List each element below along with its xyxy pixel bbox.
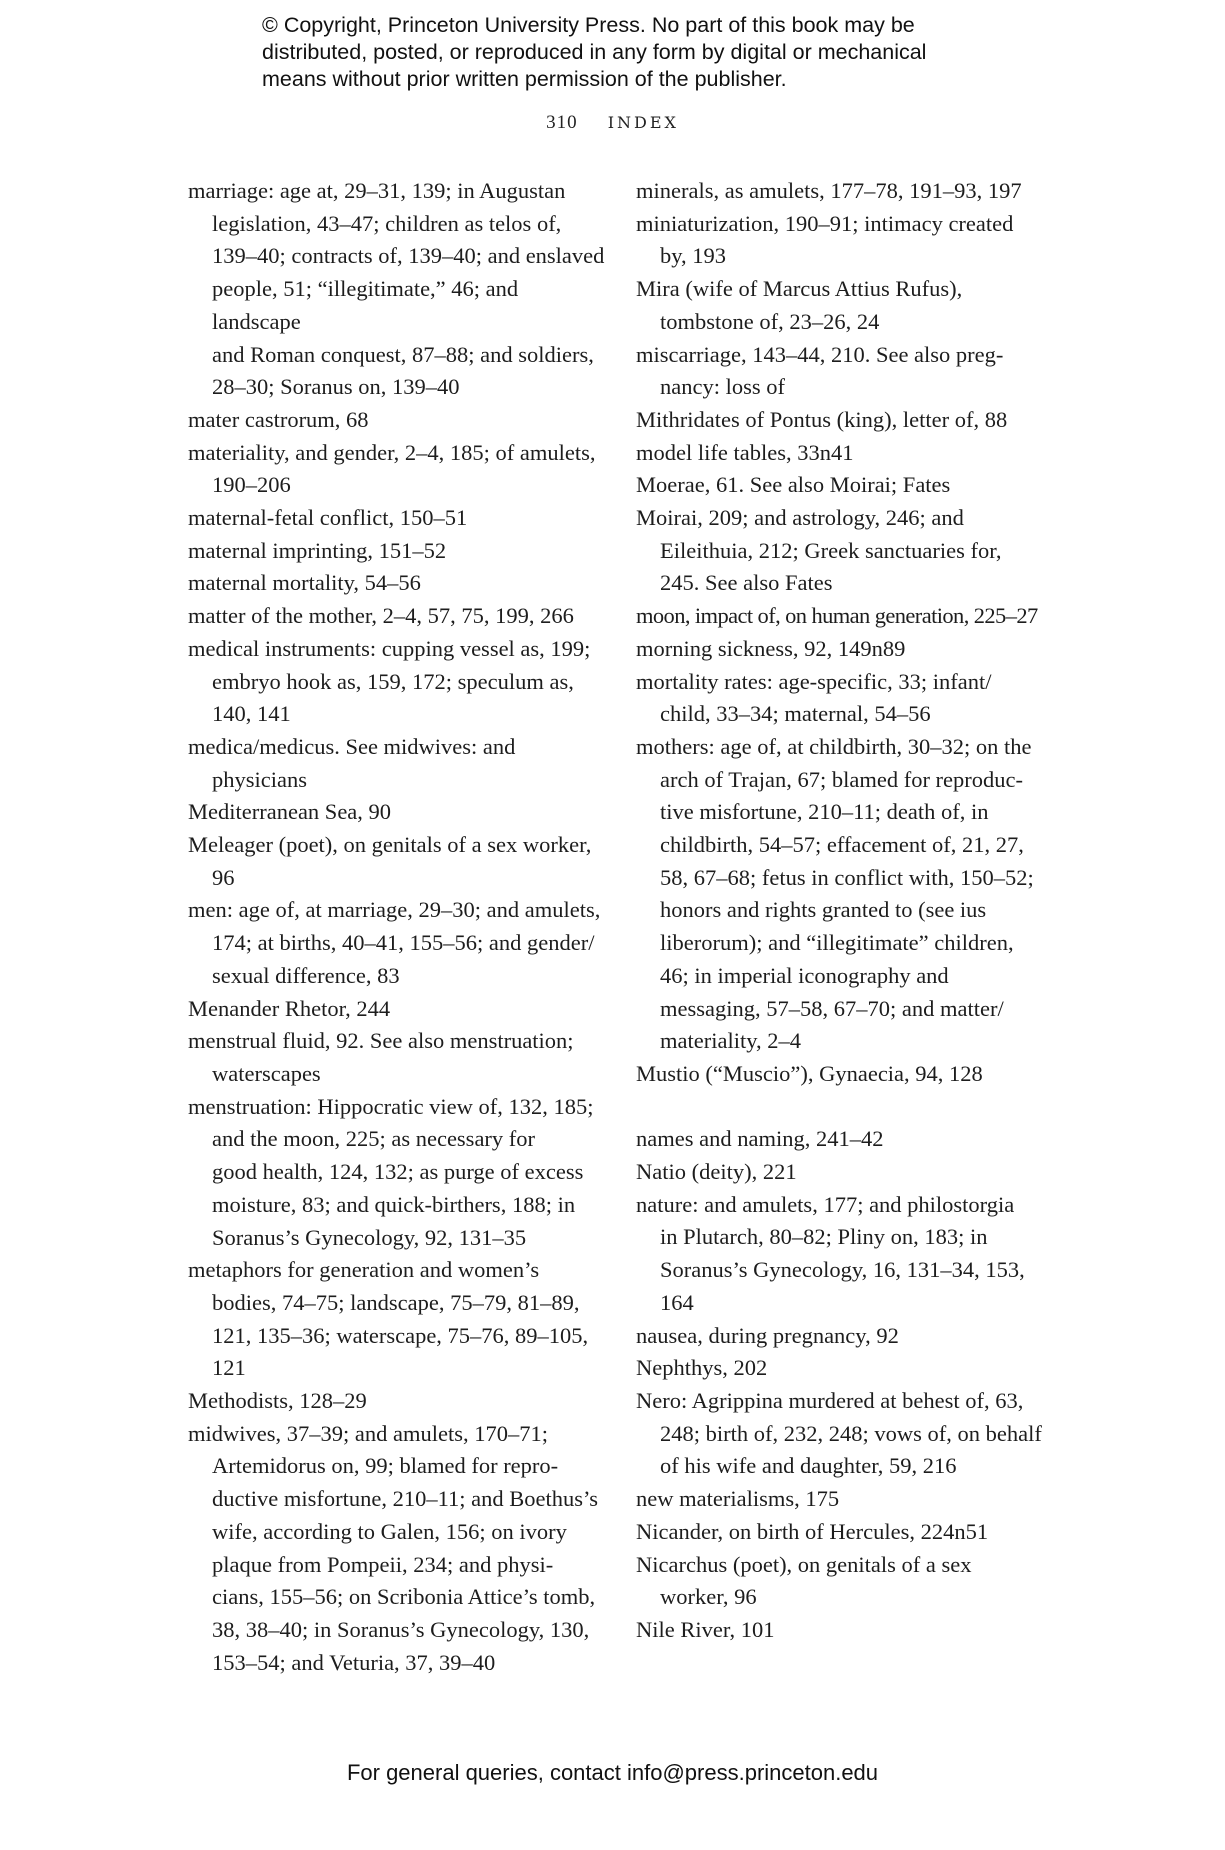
page-number: 310 <box>546 112 578 133</box>
index-entry: men: age of, at marriage, 29–30; and amulets, 174; at births, 40–41, 155–56; and gender/ sexual difference, 83 <box>188 897 601 988</box>
index-entry: Mustio (“Muscio”), Gynaecia, 94, 128 <box>636 1060 983 1086</box>
index-entry: morning sickness, 92, 149n89 <box>636 635 906 661</box>
index-entry: maternal mortality, 54–56 <box>188 570 421 596</box>
index-entry: model life tables, 33n41 <box>636 439 854 465</box>
index-column-left <box>188 175 608 1679</box>
footer-contact: For general queries, contact info@press.princeton.edu <box>346 1760 879 1785</box>
index-entry: marriage: age at, 29–31, 139; in Augustan legislation, 43–47; children as telos of, 139–40; contracts of, 139–40; and enslaved people, 51; “illegitimate,” 46; and landscape and Roman conquest, 87–88; and soldiers, 28–30; Soranus on, 139–40 <box>188 178 605 400</box>
index-entry: new materialisms, 175 <box>636 1486 840 1512</box>
index-entry: maternal-fetal conflict, 150–51 <box>188 505 468 531</box>
index-entry: mater castrorum, 68 <box>188 406 369 432</box>
running-head-title: INDEX <box>607 113 679 132</box>
index-entry: Nicander, on birth of Hercules, 224n51 <box>636 1518 989 1544</box>
index-entry: Moerae, 61. See also Moirai; Fates <box>636 472 951 498</box>
index-entry: Mithridates of Pontus (king), letter of, 88 <box>636 406 1008 432</box>
index-entry: Nephthys, 202 <box>636 1355 768 1381</box>
index-entry: Nile River, 101 <box>636 1616 775 1642</box>
copyright-notice: © Copyright, Princeton University Press. No part of this book may be distributed, posted, or reproduced in any form by digital or mechanical means without prior written permission of the publisher. <box>262 13 927 91</box>
index-entry: medica/medicus. See midwives: and physicians <box>188 733 516 792</box>
index-entry: matter of the mother, 2–4, 57, 75, 199, 266 <box>188 603 574 629</box>
index-entry: maternal imprinting, 151–52 <box>188 537 447 563</box>
index-entry: menstruation: Hippocratic view of, 132, 185; and the moon, 225; as necessary for good health, 124, 132; as purge of excess moisture, 83; and quick-birthers, 188; in Soranus’s Gynecology, 92, 131–35 <box>188 1093 594 1250</box>
index-column-right <box>636 175 1056 1647</box>
index-entry: Nicarchus (poet), on genitals of a sex worker, 96 <box>636 1551 972 1610</box>
index-entry: Nero: Agrippina murdered at behest of, 63, 248; birth of, 232, 248; vows of, on behalf of his wife and daughter, 59, 216 <box>636 1388 1042 1479</box>
index-entry: mortality rates: age-specific, 33; infant/ child, 33–34; maternal, 54–56 <box>636 668 992 727</box>
index-entry: nausea, during pregnancy, 92 <box>636 1322 899 1348</box>
index-entry: Methodists, 128–29 <box>188 1388 367 1414</box>
index-entry: nature: and amulets, 177; and philostorgia in Plutarch, 80–82; Pliny on, 183; in Soranus’s Gynecology, 16, 131–34, 153, 164 <box>636 1191 1025 1315</box>
index-entry: Mira (wife of Marcus Attius Rufus), tombstone of, 23–26, 24 <box>636 276 963 334</box>
index-entry: Moirai, 209; and astrology, 246; and Eileithuia, 212; Greek sanctuaries for, 245. See also Fates <box>636 505 1002 596</box>
index-entry: miscarriage, 143–44, 210. See also preg- nancy: loss of <box>636 341 1004 400</box>
index-entry: medical instruments: cupping vessel as, 199; embryo hook as, 159, 172; speculum as, 140, 141 <box>188 635 591 727</box>
index-entry: names and naming, 241–42 <box>636 1126 884 1152</box>
index-entry: mothers: age of, at childbirth, 30–32; on the arch of Trajan, 67; blamed for reproduc- tive misfortune, 210–11; death of, in childbirth, 54–57; effacement of, 21, 27, 58, 67–68; fetus in conflict with, 150–52; honors and rights granted to (see ius liberorum); and “illegitimate” children, 46; in imperial iconography and messaging, 57–58, 67–70; and matter/ materiality, 2–4 <box>636 733 1034 1054</box>
index-entry: Natio (deity), 221 <box>636 1159 797 1185</box>
index-entry: metaphors for generation and women’s bodies, 74–75; landscape, 75–79, 81–89, 121, 135–36; waterscape, 75–76, 89–105, 121 <box>188 1257 589 1381</box>
index-entry: moon, impact of, on human generation, 225–27 <box>636 603 1038 629</box>
index-entry: Menander Rhetor, 244 <box>188 995 391 1021</box>
index-entry: miniaturization, 190–91; intimacy created by, 193 <box>636 210 1014 269</box>
index-entry: menstrual fluid, 92. See also menstruation; waterscapes <box>188 1028 574 1086</box>
index-entry: minerals, as amulets, 177–78, 191–93, 197 <box>636 178 1022 203</box>
index-entry: Meleager (poet), on genitals of a sex worker, 96 <box>188 832 592 890</box>
index-entry: midwives, 37–39; and amulets, 170–71; Artemidorus on, 99; blamed for repro- ductive misfortune, 210–11; and Boethus’s wife, according to Galen, 156; on ivory plaque from Pompeii, 234; and physi- cians, 155–56; on Scribonia Attice’s tomb, 38, 38–40; in Soranus’s Gynecology, 130, 153–54; and Veturia, 37, 39–40 <box>188 1420 598 1675</box>
index-entry: materiality, and gender, 2–4, 185; of amulets, 190–206 <box>188 439 596 498</box>
running-head <box>0 112 1225 134</box>
index-entry: Mediterranean Sea, 90 <box>188 799 392 825</box>
